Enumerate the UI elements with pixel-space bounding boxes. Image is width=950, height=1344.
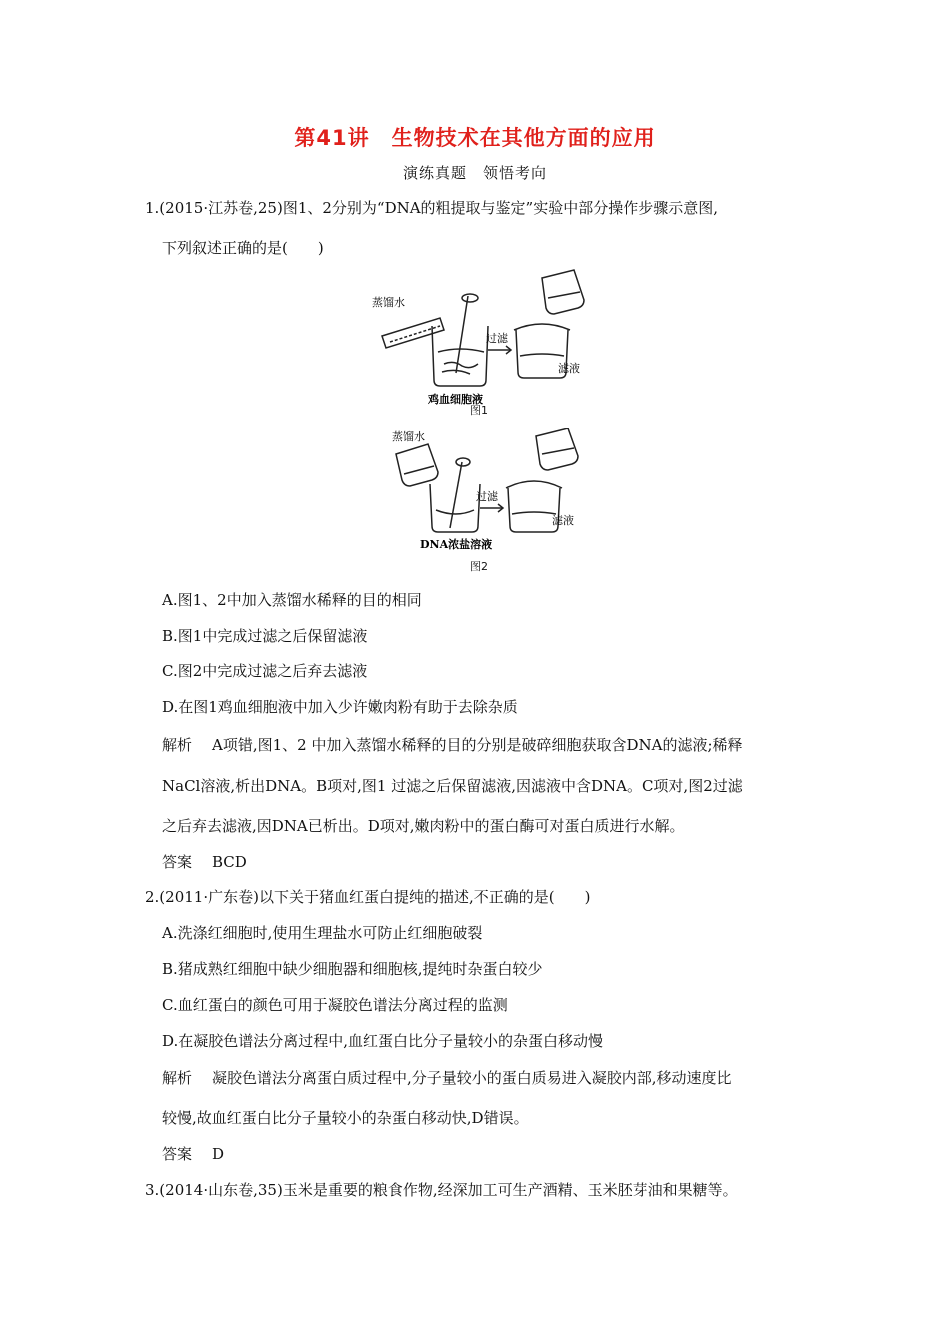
figure-2-drawing — [370, 428, 610, 558]
page-title: 第41讲 生物技术在其他方面的应用 — [294, 126, 656, 150]
q2-option-b: B.猪成熟红细胞中缺少细胞器和细胞核,提纯时杂蛋白较少 — [162, 960, 543, 978]
figure-1 — [370, 268, 610, 418]
q1-answer-value: BCD — [212, 853, 247, 871]
q1-answer-label: 答案 — [162, 853, 193, 871]
q1-analysis-line2: NaCl溶液,析出DNA。B项对,图1 过滤之后保留滤液,因滤液中含DNA。C项对,图2过滤 — [162, 777, 743, 795]
fig2-stir-rod — [450, 462, 462, 528]
q2-analysis-label: 解析 — [162, 1069, 193, 1087]
figure-1-drawing — [370, 268, 610, 418]
fig2-filtrate-label: 滤液 — [552, 514, 574, 527]
q1-analysis-line3: 之后弃去滤液,因DNA已析出。D项对,嫩肉粉中的蛋白酶可对蛋白质进行水解。 — [162, 817, 685, 835]
q1-option-a: A.图1、2中加入蒸馏水稀释的目的相同 — [162, 591, 422, 609]
figure-2 — [370, 428, 610, 558]
fig2-beaker — [430, 484, 480, 532]
q1-answer — [162, 852, 247, 872]
fig2-filter-cloth — [506, 481, 562, 488]
fig1-filtrate-label: 滤液 — [558, 362, 580, 375]
q2-option-d: D.在凝胶色谱法分离过程中,血红蛋白比分子量较小的杂蛋白移动慢 — [162, 1032, 604, 1050]
q1-analysis-text1: A项错,图1、2 中加入蒸馏水稀释的目的分别是破碎细胞获取含DNA的滤液;稀释 — [212, 736, 743, 754]
q2-option-c: C.血红蛋白的颜色可用于凝胶色谱法分离过程的监测 — [162, 996, 508, 1014]
q1-option-d: D.在图1鸡血细胞液中加入少许嫩肉粉有助于去除杂质 — [162, 698, 518, 716]
q1-option-c: C.图2中完成过滤之后弃去滤液 — [162, 662, 368, 680]
page-subtitle: 演练真题 领悟考向 — [402, 164, 547, 182]
fig2-beaker-label: DNA浓盐溶液 — [420, 538, 493, 551]
fig1-beaker-label: 鸡血细胞液 — [428, 393, 483, 406]
q2-answer-label: 答案 — [162, 1145, 193, 1163]
q1-option-b: B.图1中完成过滤之后保留滤液 — [162, 627, 368, 645]
fig1-pour-tube — [382, 318, 444, 348]
fig1-stir-rod — [456, 296, 468, 373]
q1-analysis-line1 — [162, 735, 743, 755]
q2-answer — [162, 1144, 224, 1164]
q2-analysis-text1: 凝胶色谱法分离蛋白质过程中,分子量较小的蛋白质易进入凝胶内部,移动速度比 — [212, 1069, 732, 1087]
fig1-water-label: 蒸馏水 — [372, 296, 405, 309]
fig2-caption: 图2 — [470, 560, 488, 573]
fig2-filter-label: 过滤 — [476, 490, 498, 503]
fig1-caption: 图1 — [470, 404, 488, 417]
q1-stem-line1: 1.(2015·江苏卷,25)图1、2分别为“DNA的粗提取与鉴定”实验中部分操作步骤示意图, — [145, 199, 718, 217]
fig1-filter-label: 过滤 — [486, 332, 508, 345]
fig2-pour-beaker — [396, 444, 438, 486]
fig1-beaker — [432, 326, 488, 386]
q2-analysis-line2: 较慢,故血红蛋白比分子量较小的杂蛋白移动快,D错误。 — [162, 1109, 529, 1127]
fig1-filter-cloth — [514, 324, 570, 330]
q2-option-a: A.洗涤红细胞时,使用生理盐水可防止红细胞破裂 — [162, 924, 483, 942]
q2-analysis-line1 — [162, 1068, 732, 1088]
q3-stem: 3.(2014·山东卷,35)玉米是重要的粮食作物,经深加工可生产酒精、玉米胚芽油和果糖等。 — [145, 1181, 738, 1199]
fig2-water-label: 蒸馏水 — [392, 430, 425, 443]
q1-stem-line2: 下列叙述正确的是( ) — [162, 239, 324, 257]
q2-answer-value: D — [212, 1145, 225, 1163]
q1-analysis-label: 解析 — [162, 736, 193, 754]
q2-stem: 2.(2011·广东卷)以下关于猪血红蛋白提纯的描述,不正确的是( ) — [145, 888, 591, 906]
